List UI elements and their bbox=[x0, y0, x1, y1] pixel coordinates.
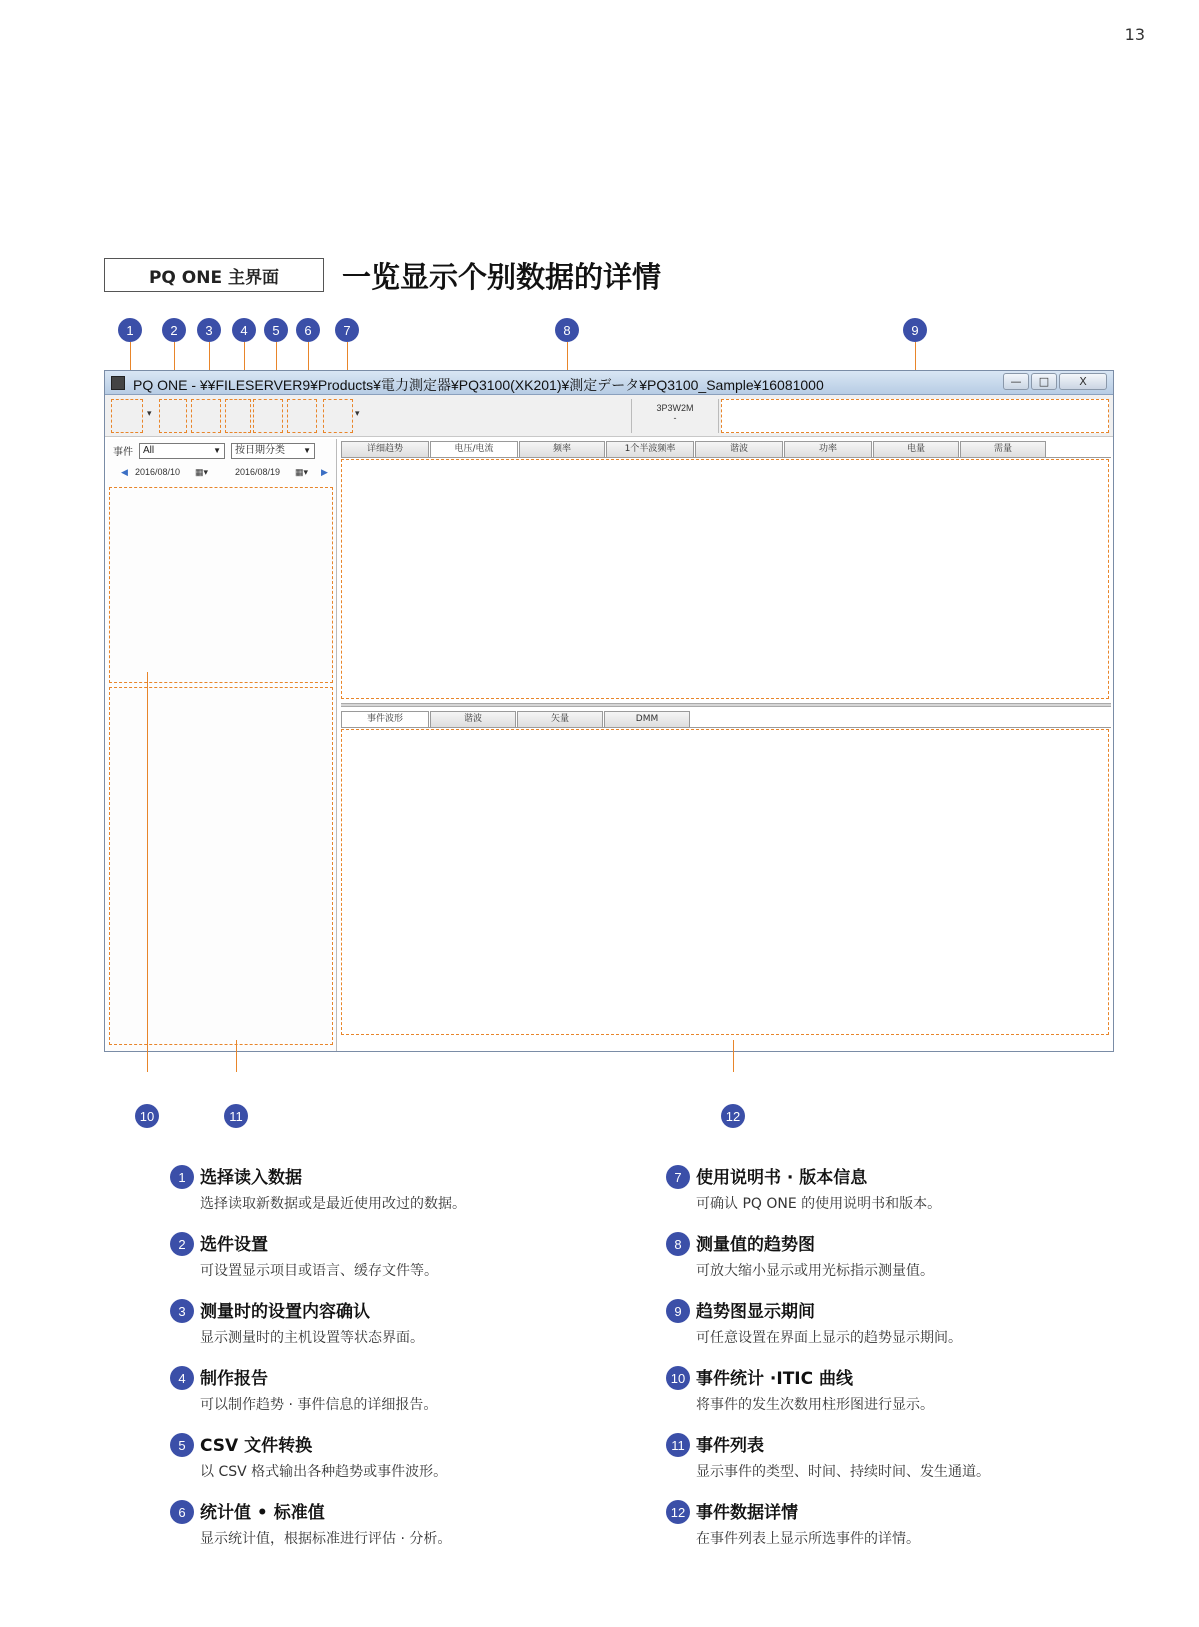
event-filter-value: All bbox=[143, 445, 155, 456]
sort-value: 按日期分类 bbox=[235, 445, 285, 456]
date-range-row bbox=[111, 465, 331, 481]
next-arrow-icon[interactable]: ▶ bbox=[321, 467, 328, 477]
chevron-down-icon: ▼ bbox=[303, 446, 311, 455]
end-date-field[interactable]: 2016/08/19 bbox=[235, 467, 281, 477]
statistics-button[interactable] bbox=[287, 399, 317, 433]
item-title: 制作报告 bbox=[200, 1369, 268, 1389]
event-detail-panel bbox=[341, 709, 1111, 1051]
tab-event-waveform[interactable]: 事件波形 bbox=[341, 711, 429, 727]
sort-select[interactable] bbox=[231, 443, 315, 459]
tab-harmonics[interactable]: 谐波 bbox=[695, 441, 783, 457]
callout-1: 1 bbox=[118, 318, 142, 342]
item-title: 事件数据详情 bbox=[696, 1503, 798, 1523]
item-text: 选择读取新数据或是最近使用改过的数据。 bbox=[200, 1196, 466, 1212]
item-title: 使用说明书 · 版本信息 bbox=[696, 1168, 868, 1188]
tab-divider bbox=[341, 457, 1111, 458]
trend-period-area[interactable] bbox=[721, 399, 1109, 433]
window-titlebar bbox=[105, 371, 1113, 395]
event-panel bbox=[107, 439, 337, 1051]
tab-voltage-current[interactable]: 电压/电流 bbox=[430, 441, 518, 457]
item-text: 在事件列表上显示所选事件的详情。 bbox=[696, 1531, 920, 1547]
item-text: 将事件的发生次数用柱形图进行显示。 bbox=[696, 1397, 934, 1413]
trend-graph-area[interactable] bbox=[341, 459, 1109, 699]
tab-power[interactable]: 功率 bbox=[784, 441, 872, 457]
help-version-button[interactable] bbox=[323, 399, 353, 433]
item-title: 事件列表 bbox=[696, 1436, 764, 1456]
panel-splitter[interactable] bbox=[341, 703, 1111, 707]
close-button[interactable]: X bbox=[1059, 373, 1107, 390]
item-number: 4 bbox=[170, 1366, 194, 1390]
tab-divider bbox=[341, 727, 1111, 728]
wiring-sub: - bbox=[673, 413, 677, 423]
item-number: 3 bbox=[170, 1299, 194, 1323]
headline: 一览显示个别数据的详情 bbox=[342, 260, 662, 294]
callout-2: 2 bbox=[162, 318, 186, 342]
page-number: 13 bbox=[1124, 25, 1145, 44]
leader-line-12 bbox=[733, 1040, 734, 1072]
callout-10: 10 bbox=[135, 1104, 159, 1128]
callout-6: 6 bbox=[296, 318, 320, 342]
pq-one-window bbox=[104, 370, 1114, 1052]
callout-9: 9 bbox=[903, 318, 927, 342]
item-number: 8 bbox=[666, 1232, 690, 1256]
callout-8: 8 bbox=[555, 318, 579, 342]
wiring-label: 3P3W2M bbox=[656, 403, 694, 413]
app-icon bbox=[111, 376, 125, 390]
callout-11: 11 bbox=[224, 1104, 248, 1128]
event-statistics-area bbox=[109, 487, 333, 683]
item-number: 9 bbox=[666, 1299, 690, 1323]
item-title: 选择读入数据 bbox=[200, 1168, 302, 1188]
calendar-icon[interactable]: ▦▾ bbox=[195, 467, 209, 477]
window-title: PQ ONE - ¥¥FILESERVER9¥Products¥電力測定器¥PQ3100(XK201)¥測定データ¥PQ3100_Sample¥16081000 bbox=[133, 377, 824, 393]
item-text: 以 CSV 格式输出各种趋势或事件波形。 bbox=[200, 1464, 448, 1480]
chevron-down-icon: ▼ bbox=[213, 446, 221, 455]
help-dropdown-icon[interactable]: ▾ bbox=[355, 409, 360, 419]
item-text: 可任意设置在界面上显示的趋势显示期间。 bbox=[696, 1330, 962, 1346]
item-number: 6 bbox=[170, 1500, 194, 1524]
trend-tabs bbox=[341, 441, 1047, 457]
item-text: 显示测量时的主机设置等状态界面。 bbox=[200, 1330, 424, 1346]
options-button[interactable] bbox=[159, 399, 187, 433]
tab-energy[interactable]: 电量 bbox=[873, 441, 959, 457]
event-list-area[interactable] bbox=[109, 687, 333, 1045]
csv-convert-button[interactable] bbox=[253, 399, 283, 433]
toolbar bbox=[105, 395, 1113, 437]
tab-dmm[interactable]: DMM bbox=[604, 711, 690, 727]
item-title: 测量时的设置内容确认 bbox=[200, 1302, 370, 1322]
calendar-icon[interactable]: ▦▾ bbox=[295, 467, 309, 477]
item-text: 可以制作趋势 · 事件信息的详细报告。 bbox=[200, 1397, 438, 1413]
trend-panel bbox=[341, 439, 1111, 701]
event-detail-area[interactable] bbox=[341, 729, 1109, 1035]
item-text: 显示统计值，根据标准进行评估 · 分析。 bbox=[200, 1531, 452, 1547]
leader-line-11 bbox=[236, 1040, 237, 1072]
callout-12: 12 bbox=[721, 1104, 745, 1128]
callout-4: 4 bbox=[232, 318, 256, 342]
maximize-button[interactable]: □ bbox=[1031, 373, 1057, 390]
item-number: 11 bbox=[666, 1433, 690, 1457]
report-button[interactable] bbox=[225, 399, 251, 433]
item-number: 10 bbox=[666, 1366, 690, 1390]
item-number: 12 bbox=[666, 1500, 690, 1524]
wiring-status bbox=[631, 399, 719, 433]
callout-3: 3 bbox=[197, 318, 221, 342]
item-number: 1 bbox=[170, 1165, 194, 1189]
event-label: 事件 bbox=[113, 447, 133, 458]
tab-vector[interactable]: 矢量 bbox=[517, 711, 603, 727]
section-label: PQ ONE 主界面 bbox=[104, 258, 324, 292]
minimize-button[interactable]: — bbox=[1003, 373, 1029, 390]
tab-detail-harmonics[interactable]: 谐波 bbox=[430, 711, 516, 727]
open-data-dropdown-icon[interactable]: ▾ bbox=[147, 409, 152, 419]
tab-demand[interactable]: 需量 bbox=[960, 441, 1046, 457]
item-text: 显示事件的类型、时间、持续时间、发生通道。 bbox=[696, 1464, 990, 1480]
item-text: 可确认 PQ ONE 的使用说明书和版本。 bbox=[696, 1196, 942, 1212]
item-text: 可设置显示项目或语言、缓存文件等。 bbox=[200, 1263, 438, 1279]
tab-half-cycle-frequency[interactable]: 1个半波频率 bbox=[606, 441, 694, 457]
settings-check-button[interactable] bbox=[191, 399, 221, 433]
item-text: 可放大缩小显示或用光标指示测量值。 bbox=[696, 1263, 934, 1279]
leader-line-10 bbox=[147, 672, 148, 1072]
callout-7: 7 bbox=[335, 318, 359, 342]
item-title: 统计值 • 标准值 bbox=[200, 1503, 325, 1523]
item-number: 7 bbox=[666, 1165, 690, 1189]
callout-5: 5 bbox=[264, 318, 288, 342]
tab-frequency[interactable]: 频率 bbox=[519, 441, 605, 457]
item-number: 2 bbox=[170, 1232, 194, 1256]
open-data-button[interactable] bbox=[111, 399, 143, 433]
prev-arrow-icon[interactable]: ◀ bbox=[121, 467, 128, 477]
event-filter-select[interactable] bbox=[139, 443, 225, 459]
item-title: 选件设置 bbox=[200, 1235, 268, 1255]
tab-detail-trend[interactable]: 详细趋势 bbox=[341, 441, 429, 457]
item-number: 5 bbox=[170, 1433, 194, 1457]
start-date-field[interactable]: 2016/08/10 bbox=[135, 467, 181, 477]
item-title: CSV 文件转换 bbox=[200, 1436, 313, 1456]
detail-tabs bbox=[341, 711, 691, 727]
item-title: 测量值的趋势图 bbox=[696, 1235, 815, 1255]
item-title: 事件统计 ·ITIC 曲线 bbox=[696, 1369, 854, 1389]
item-title: 趋势图显示期间 bbox=[696, 1302, 815, 1322]
